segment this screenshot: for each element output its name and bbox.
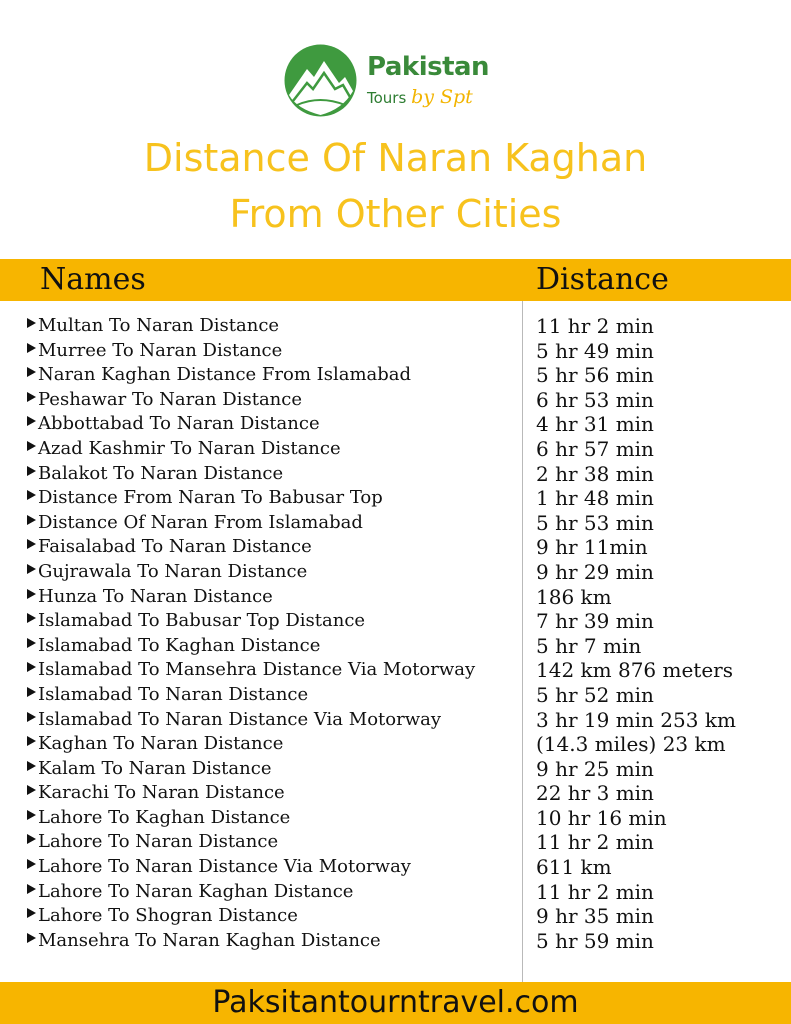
- website-link[interactable]: Paksitantourntravel.com: [212, 985, 579, 1020]
- logo-by-text: by Spt: [411, 86, 473, 108]
- arrow-bullet-icon: [27, 367, 36, 377]
- route-distance: 186 km: [536, 584, 612, 609]
- route-name: Abbottabad To Naran Distance: [38, 413, 320, 435]
- route-name: Lahore To Shogran Distance: [38, 905, 298, 927]
- route-distance: 9 hr 25 min: [536, 756, 654, 781]
- table-row: [0, 340, 791, 365]
- arrow-bullet-icon: [27, 810, 36, 820]
- table-row: [0, 438, 791, 463]
- arrow-bullet-icon: [27, 834, 36, 844]
- route-distance: 7 hr 39 min: [536, 609, 654, 634]
- route-distance: 142 km 876 meters: [536, 658, 734, 683]
- route-name: Karachi To Naran Distance: [38, 782, 285, 804]
- route-name: Distance From Naran To Babusar Top: [38, 487, 383, 509]
- route-name: Islamabad To Mansehra Distance Via Motorway: [38, 659, 476, 681]
- route-name: Islamabad To Babusar Top Distance: [38, 610, 366, 632]
- footer: [0, 982, 791, 1024]
- route-distance: 9 hr 29 min: [536, 559, 654, 584]
- table-row: [0, 635, 791, 660]
- arrow-bullet-icon: [27, 687, 36, 697]
- arrow-bullet-icon: [27, 785, 36, 795]
- arrow-bullet-icon: [27, 539, 36, 549]
- arrow-bullet-icon: [27, 908, 36, 918]
- table-row: [0, 610, 791, 635]
- logo-subtitle-text: Tours: [367, 89, 407, 107]
- table-row: [0, 536, 791, 561]
- route-distance: 9 hr 11min: [536, 535, 648, 560]
- arrow-bullet-icon: [27, 318, 36, 328]
- table-row: [0, 413, 791, 438]
- arrow-bullet-icon: [27, 589, 36, 599]
- route-distance: 5 hr 52 min: [536, 682, 654, 707]
- table-row: [0, 807, 791, 832]
- table-header: [0, 259, 791, 301]
- route-distance: 5 hr 56 min: [536, 363, 654, 388]
- route-name: Gujrawala To Naran Distance: [38, 560, 308, 582]
- route-name: Lahore To Kaghan Distance: [38, 806, 291, 828]
- route-distance: 6 hr 53 min: [536, 387, 654, 412]
- logo-title: Pakistan: [367, 52, 490, 82]
- route-distance: 4 hr 31 min: [536, 412, 654, 437]
- route-distance: 5 hr 53 min: [536, 510, 654, 535]
- route-name: Islamabad To Naran Distance Via Motorway: [38, 708, 442, 730]
- table-row: [0, 881, 791, 906]
- logo-subtitle: [367, 86, 473, 108]
- route-distance: 5 hr 59 min: [536, 928, 654, 953]
- page-title-line-2: From Other Cities: [229, 192, 562, 236]
- route-distance: 3 hr 19 min 253 km: [536, 707, 736, 732]
- route-name: Faisalabad To Naran Distance: [38, 536, 312, 558]
- arrow-bullet-icon: [27, 441, 36, 451]
- arrow-bullet-icon: [27, 859, 36, 869]
- arrow-bullet-icon: [27, 490, 36, 500]
- table-row: [0, 659, 791, 684]
- distance-column-header: Distance: [536, 262, 669, 297]
- route-name: Balakot To Naran Distance: [38, 462, 284, 484]
- route-name: Mansehra To Naran Kaghan Distance: [38, 929, 381, 951]
- route-name: Multan To Naran Distance: [38, 315, 280, 336]
- mountain-logo-icon: [283, 43, 358, 118]
- route-name: Kaghan To Naran Distance: [38, 733, 284, 755]
- route-distance: 2 hr 38 min: [536, 461, 654, 486]
- arrow-bullet-icon: [27, 392, 36, 402]
- arrow-bullet-icon: [27, 736, 36, 746]
- table-row: [0, 512, 791, 537]
- route-distance: 11 hr 2 min: [536, 314, 654, 338]
- distance-table: [0, 315, 791, 954]
- table-row: [0, 758, 791, 783]
- route-name: Naran Kaghan Distance From Islamabad: [38, 364, 412, 386]
- arrow-bullet-icon: [27, 466, 36, 476]
- names-column-header: Names: [40, 262, 146, 297]
- table-row: [0, 389, 791, 414]
- arrow-bullet-icon: [27, 662, 36, 672]
- table-row: [0, 684, 791, 709]
- route-name: Peshawar To Naran Distance: [38, 388, 302, 410]
- route-distance: 10 hr 16 min: [536, 805, 667, 830]
- arrow-bullet-icon: [27, 343, 36, 353]
- route-name: Islamabad To Kaghan Distance: [38, 634, 321, 656]
- route-distance: 611 km: [536, 855, 612, 880]
- arrow-bullet-icon: [27, 564, 36, 574]
- arrow-bullet-icon: [27, 884, 36, 894]
- page-title-line-1: Distance Of Naran Kaghan: [143, 136, 648, 180]
- arrow-bullet-icon: [27, 712, 36, 722]
- route-name: Lahore To Naran Distance Via Motorway: [38, 856, 411, 878]
- brand-logo: [283, 40, 513, 120]
- table-row: [0, 905, 791, 930]
- table-row: [0, 733, 791, 758]
- route-distance: (14.3 miles) 23 km: [536, 732, 726, 757]
- route-name: Distance Of Naran From Islamabad: [38, 511, 363, 533]
- table-row: [0, 561, 791, 586]
- table-row: [0, 856, 791, 881]
- table-row: [0, 315, 791, 340]
- arrow-bullet-icon: [27, 515, 36, 525]
- route-distance: 5 hr 49 min: [536, 338, 654, 363]
- arrow-bullet-icon: [27, 638, 36, 648]
- route-name: Kalam To Naran Distance: [38, 757, 272, 779]
- arrow-bullet-icon: [27, 416, 36, 426]
- table-row: [0, 463, 791, 488]
- route-distance: 11 hr 2 min: [536, 830, 654, 855]
- route-name: Hunza To Naran Distance: [38, 585, 273, 607]
- route-name: Islamabad To Naran Distance: [38, 683, 309, 705]
- route-name: Murree To Naran Distance: [38, 339, 283, 361]
- route-name: Lahore To Naran Distance: [38, 831, 279, 853]
- arrow-bullet-icon: [27, 761, 36, 771]
- table-row: [0, 782, 791, 807]
- table-row: [0, 586, 791, 611]
- table-row: [0, 487, 791, 512]
- arrow-bullet-icon: [27, 933, 36, 943]
- route-distance: 1 hr 48 min: [536, 486, 654, 511]
- table-row: [0, 364, 791, 389]
- route-distance: 5 hr 7 min: [536, 633, 642, 658]
- table-row: [0, 709, 791, 734]
- arrow-bullet-icon: [27, 613, 36, 623]
- table-row: [0, 831, 791, 856]
- table-row: [0, 930, 791, 955]
- route-distance: 22 hr 3 min: [536, 781, 654, 806]
- route-distance: 11 hr 2 min: [536, 879, 654, 904]
- route-name: Lahore To Naran Kaghan Distance: [38, 880, 354, 902]
- route-distance: 9 hr 35 min: [536, 904, 654, 929]
- route-name: Azad Kashmir To Naran Distance: [38, 437, 341, 459]
- route-distance: 6 hr 57 min: [536, 436, 654, 461]
